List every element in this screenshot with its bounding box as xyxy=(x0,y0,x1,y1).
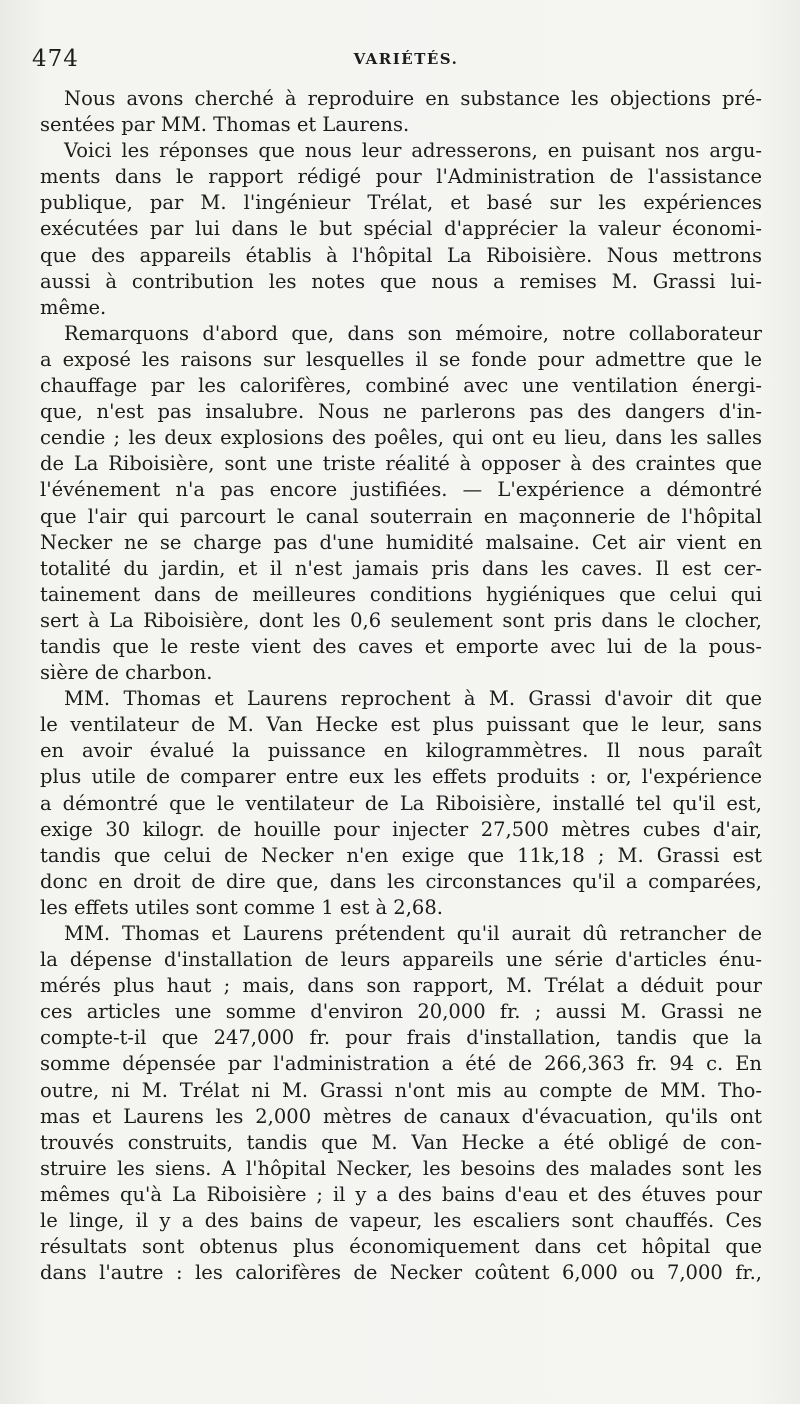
text-line: mas et Laurens les 2,000 mètres de canaux d'évacuation, qu'ils ont xyxy=(40,1104,762,1128)
text-line: outre, ni M. Trélat ni M. Grassi n'ont mis au compte de MM. Tho- xyxy=(40,1078,762,1102)
text-line: tandis que celui de Necker n'en exige que 11k,18 ; M. Grassi est xyxy=(40,843,762,867)
text-line: chauffage par les calorifères, combiné avec une ventilation énergi- xyxy=(40,374,762,398)
text-line: Nous avons cherché à reproduire en substance les objections pré- xyxy=(64,87,762,110)
text-line: tainement dans de meilleures conditions hygiéniques que celui qui xyxy=(40,582,762,606)
text-line: Voici les réponses que nous leur adresserons, en puisant nos argu- xyxy=(64,139,762,163)
text-line: Remarquons d'abord que, dans son mémoire, notre collaborateur xyxy=(64,321,762,345)
text-line: ments dans le rapport rédigé pour l'Administration de l'assistance xyxy=(40,165,762,189)
text-line: exige 30 kilogr. de houille pour injecter 27,500 mètres cubes d'air, xyxy=(40,817,762,841)
text-line: mêmes qu'à La Riboisière ; il y a des bains d'eau et des étuves pour xyxy=(40,1182,762,1206)
page-number: 474 xyxy=(32,46,79,72)
text-line: le ventilateur de M. Van Hecke est plus puissant que le leur, sans xyxy=(40,713,762,737)
text-line: tandis que le reste vient des caves et emporte avec lui de la pous- xyxy=(40,634,762,658)
text-line: a démontré que le ventilateur de La Riboisière, installé tel qu'il est, xyxy=(40,791,762,815)
text-line: la dépense d'installation de leurs appareils une série d'articles énu- xyxy=(40,948,762,972)
text-line: que, n'est pas insalubre. Nous ne parlerons pas des dangers d'in- xyxy=(40,400,762,424)
text-line: cendie ; les deux explosions des poêles, qui ont eu lieu, dans les salles xyxy=(40,426,762,450)
running-title: VARIÉTÉS. xyxy=(353,50,459,68)
text-line: aussi à contribution les notes que nous a remises M. Grassi lui- xyxy=(40,269,762,293)
text-line: a exposé les raisons sur lesquelles il se fonde pour admettre que le xyxy=(40,347,762,371)
text-line: le linge, il y a des bains de vapeur, les escaliers sont chauffés. Ces xyxy=(40,1209,762,1233)
text-line: sière de charbon. xyxy=(40,661,213,685)
body-text xyxy=(40,86,762,1286)
text-line: Necker ne se charge pas d'une humidité malsaine. Cet air vient en xyxy=(40,530,762,554)
text-line: struire les siens. A l'hôpital Necker, les besoins des malades sont les xyxy=(40,1156,762,1180)
text-line: compte-t-il que 247,000 fr. pour frais d'installation, tandis que la xyxy=(40,1026,762,1050)
text-line: totalité du jardin, et il n'est jamais pris dans les caves. Il est cer- xyxy=(40,556,762,580)
text-line: en avoir évalué la puissance en kilogrammètres. Il nous paraît xyxy=(40,739,762,763)
text-line: les effets utiles sont comme 1 est à 2,68. xyxy=(40,895,443,919)
text-line: que des appareils établis à l'hôpital La Riboisière. Nous mettrons xyxy=(40,243,762,267)
text-line: l'événement n'a pas encore justifiées. — L'expérience a démontré xyxy=(40,478,762,502)
text-line: somme dépensée par l'administration a été de 266,363 fr. 94 c. En xyxy=(40,1052,762,1076)
text-line: plus utile de comparer entre eux les effets produits : or, l'expérience xyxy=(40,765,762,789)
text-line: ces articles une somme d'environ 20,000 fr. ; aussi M. Grassi ne xyxy=(40,1000,762,1024)
text-line: que l'air qui parcourt le canal souterrain en maçonnerie de l'hôpital xyxy=(40,504,762,528)
text-line: MM. Thomas et Laurens reprochent à M. Grassi d'avoir dit que xyxy=(64,687,762,711)
text-line: MM. Thomas et Laurens prétendent qu'il aurait dû retrancher de xyxy=(64,922,762,945)
text-line: sentées par MM. Thomas et Laurens. xyxy=(40,113,410,137)
text-line: de La Riboisière, sont une triste réalité à opposer à des craintes que xyxy=(40,452,762,476)
text-line: sert à La Riboisière, dont les 0,6 seulement sont pris dans le clocher, xyxy=(40,608,762,632)
text-line: dans l'autre : les calorifères de Necker coûtent 6,000 ou 7,000 fr., xyxy=(40,1261,762,1285)
page-header xyxy=(32,46,760,76)
text-line: donc en droit de dire que, dans les circonstances qu'il a comparées, xyxy=(40,869,762,893)
text-line: trouvés construits, tandis que M. Van Hecke a été obligé de con- xyxy=(40,1130,762,1154)
text-line: mérés plus haut ; mais, dans son rapport, M. Trélat a déduit pour xyxy=(40,974,762,998)
text-line: résultats sont obtenus plus économiquement dans cet hôpital que xyxy=(40,1235,762,1259)
text-line: publique, par M. l'ingénieur Trélat, et basé sur les expériences xyxy=(40,191,762,215)
text-line: même. xyxy=(40,295,107,319)
text-line: exécutées par lui dans le but spécial d'apprécier la valeur économi- xyxy=(40,217,762,241)
